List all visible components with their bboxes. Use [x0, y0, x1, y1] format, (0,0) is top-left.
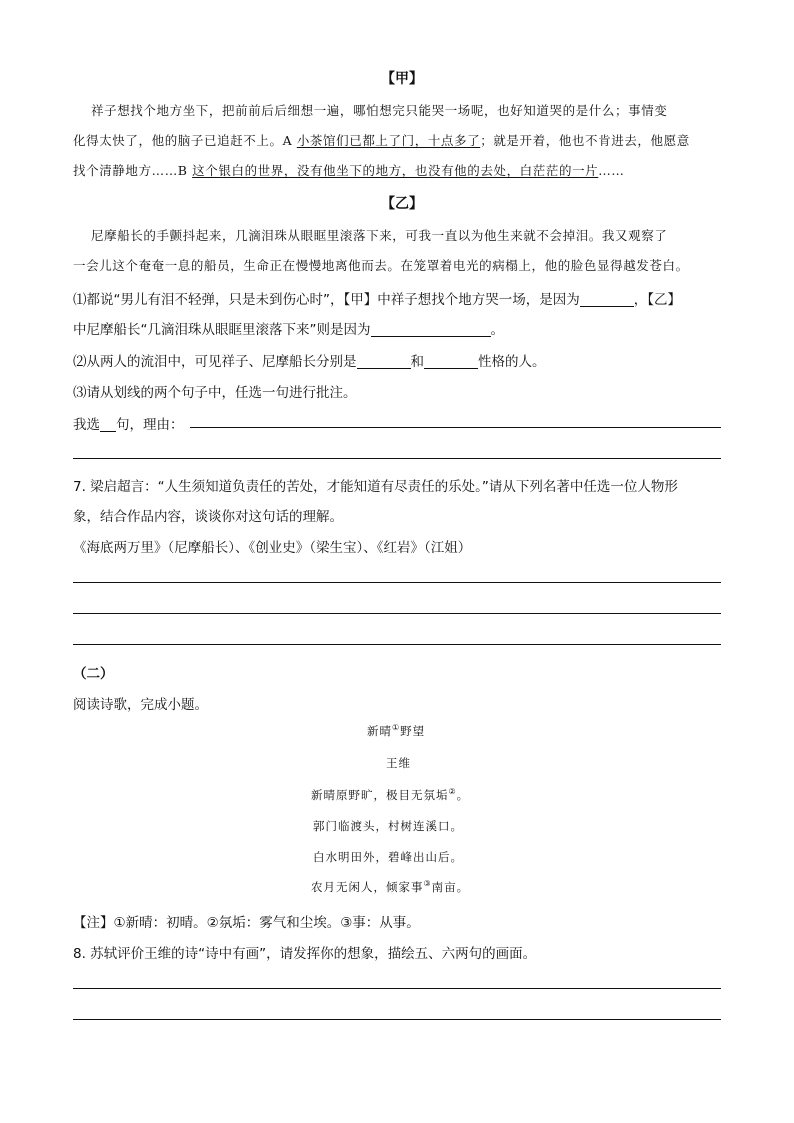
poem-line-4-end: 南亩。 — [431, 880, 470, 894]
question-1-line-2-end: 。 — [490, 322, 504, 338]
footnote-marker-3: ③ — [423, 879, 432, 889]
question-3: ⑶请从划线的两个句子中，任选一句进行批注。 — [73, 385, 357, 401]
answer-line-q8-2[interactable] — [73, 1019, 721, 1020]
passage-jia-line-3-rest: …… — [598, 163, 625, 178]
answer-line-q7-1[interactable] — [73, 582, 721, 583]
passage-jia-line-2-text: 化得太快了，他的脑子已追赶不上。A — [73, 133, 297, 148]
part-2-instruction: 阅读诗歌，完成小题。 — [73, 697, 208, 713]
passage-jia-title: 【甲】 — [381, 71, 423, 87]
answer-line-q3-2[interactable] — [73, 458, 721, 459]
question-2 — [73, 350, 546, 370]
answer-blank-2[interactable] — [371, 322, 491, 337]
passage-jia-line-1: 祥子想找个地方坐下，把前前后后细想一遍，哪怕想完只能哭一场呢，也好知道哭的是什么；事情变 — [91, 103, 668, 118]
question-2-end: 性格的人。 — [478, 354, 546, 370]
answer-blank-3[interactable] — [357, 354, 411, 369]
question-8: 8. 苏轼评价王维的诗“诗中有画”，请发挥你的想象，描绘五、六两句的画面。 — [73, 946, 537, 962]
question-1-line-2-text: 中尼摩船长“几滴泪珠从眼眶里滚落下来”则是因为 — [73, 322, 371, 338]
passage-yi-title: 【乙】 — [381, 196, 423, 212]
question-1-text-cont: ，【乙】 — [633, 292, 681, 308]
underlined-sentence-a: 小茶馆们已都上了门，十点多了 — [296, 133, 481, 148]
poem-line-1-text: 新晴原野旷，极目无氛垢 — [311, 788, 449, 802]
question-7-line-2: 象，结合作品内容，谈谈你对这句话的理解。 — [73, 509, 343, 525]
answer-blank-5[interactable] — [100, 417, 116, 432]
question-3-answer-reason: 句，理由： — [116, 417, 184, 433]
poem-line-4-text: 农月无闲人，倾家事 — [311, 880, 424, 894]
question-1-line-2 — [73, 318, 504, 338]
passage-jia-line-3-text: 找个清静地方……B — [73, 163, 193, 178]
poem-line-2: 郭门临渡头，村树连溪口。 — [313, 819, 463, 833]
footnote-marker-2: ② — [448, 787, 457, 797]
poem-line-1-end: 。 — [456, 788, 470, 802]
footnote-marker-1: ① — [392, 723, 401, 733]
passage-jia-line-3 — [73, 161, 624, 179]
question-7-books: 《海底两万里》（尼摩船长）、《创业史》（梁生宝）、《红岩》（江姐） — [73, 540, 472, 556]
poem-title-b: 野望 — [400, 724, 426, 738]
question-2-text: ⑵从两人的流泪中，可见祥子、尼摩船长分别是 — [73, 354, 357, 370]
answer-line-q3-1[interactable] — [190, 427, 721, 428]
passage-yi-line-2: 一会儿这个奄奄一息的船员，生命正在慢慢地离他而去。在笼罩着电光的病榻上，他的脸色显得越发苍白。 — [73, 258, 689, 273]
answer-line-q8-1[interactable] — [73, 988, 721, 989]
passage-jia-line-2 — [73, 131, 690, 149]
poem-title-a: 新晴 — [367, 724, 392, 738]
poem-line-4 — [311, 879, 469, 895]
question-3-answer-label: 我选 — [73, 417, 100, 433]
underlined-sentence-b: 这个银白的世界，没有他坐下的地方，也没有他的去处，白茫茫的一片 — [192, 163, 599, 178]
question-1-line-1 — [73, 288, 681, 308]
part-2-heading: （二） — [73, 666, 114, 682]
answer-line-q7-3[interactable] — [73, 644, 721, 645]
poem-author: 王维 — [386, 756, 411, 770]
poem-line-1 — [311, 787, 469, 803]
answer-line-q7-2[interactable] — [73, 613, 721, 614]
poem-line-3: 白水明田外，碧峰出山后。 — [313, 850, 463, 864]
answer-blank-1[interactable] — [580, 292, 634, 307]
question-7-line-1: 7. 梁启超言：“人生须知道负责任的苦处，才能知道有尽责任的乐处。”请从下列名著中任选一位人物形 — [73, 479, 678, 495]
poem-note: 【注】①新晴：初晴。②氛垢：雾气和尘埃。③事：从事。 — [73, 915, 420, 931]
passage-yi-line-1: 尼摩船长的手颤抖起来，几滴泪珠从眼眶里滚落下来，可我一直以为他生来就不会掉泪。我又观察了 — [91, 228, 668, 243]
passage-jia-line-2-rest: ；就是开着，他也不肯进去，他愿意 — [480, 133, 690, 148]
question-3-answer — [73, 413, 184, 433]
answer-blank-4[interactable] — [424, 354, 478, 369]
poem-title — [367, 723, 425, 739]
question-1-text: ⑴都说“男儿有泪不轻弹，只是未到伤心时”，【甲】中祥子想找个地方哭一场，是因为 — [73, 292, 580, 308]
question-2-and: 和 — [410, 354, 424, 370]
